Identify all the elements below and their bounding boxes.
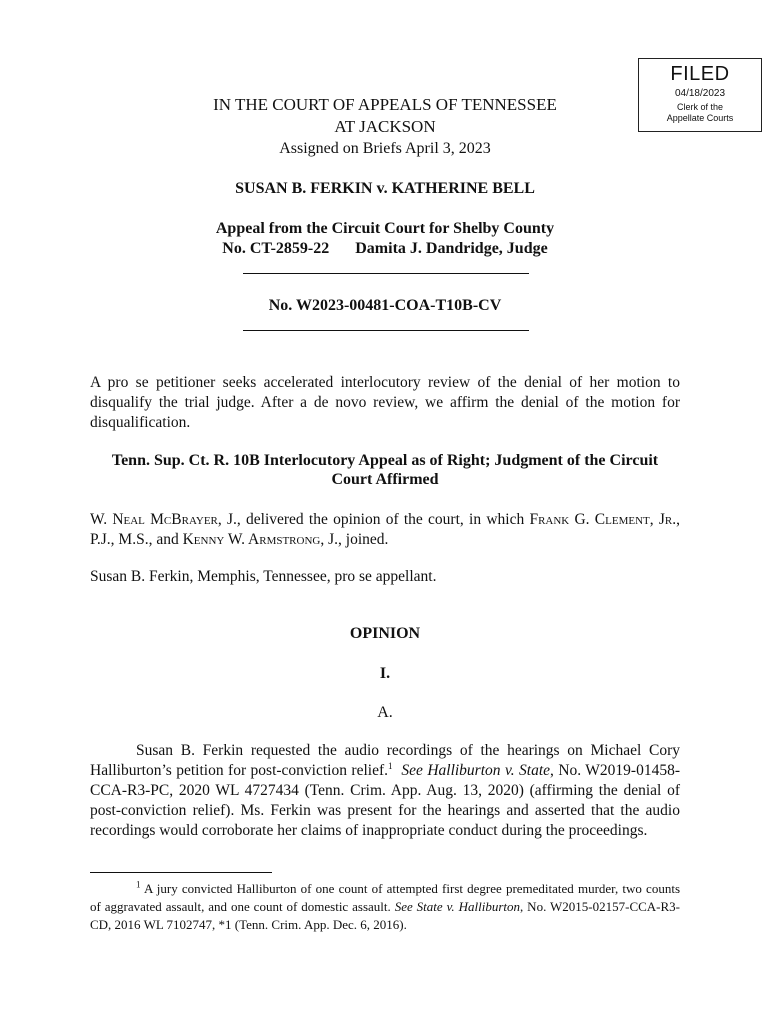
footnote-number: 1 [136,879,141,890]
footnote-text-b: , No. W2015-02157-CCA-R3-CD, 2016 WL 7102747, *1 (Tenn. Crim. App. Dec. 6, 2016). [90,899,681,932]
section-heading: I. [379,665,391,682]
stamp-courts-line: Appellate Courts [666,113,734,123]
appeal-from: Appeal from the Circuit Court for Shelby County [215,220,555,237]
case-title: SUSAN B. FERKIN v. KATHERINE BELL [235,180,535,197]
footnote-divider [90,872,272,873]
panel-text-4: , J., joined. [320,531,389,548]
p1-citation: See Halliburton v. State [401,762,550,779]
panel-text-3: , P.J., M.S., and [90,511,680,548]
footnote-text-a: A jury convicted Halliburton of one count of attempted first degree premeditated murder, two counts of aggravated assault, and one count of domestic assault. [90,881,680,914]
opinion-heading: OPINION [349,625,421,642]
disposition-line-2: Court Affirmed [331,471,439,488]
court-name: IN THE COURT OF APPEALS OF TENNESSEE [213,95,557,114]
panel-statement [90,510,680,550]
docket-number: No. W2023-00481-COA-T10B-CV [268,297,502,314]
stamp-clerk-line: Clerk of the [676,102,724,112]
panel-judge-3: Kenny W. Armstrong [182,531,321,548]
panel-text-1: , J., delivered the opinion of the court, in which [217,511,530,528]
subsection-heading: A. [377,704,393,721]
footnote-citation: See State v. Halliburton [394,899,520,914]
trial-judge: Damita J. Dandridge, Judge [355,240,548,257]
divider-top [243,273,529,274]
disposition-line-1: Tenn. Sup. Ct. R. 10B Interlocutory Appeal as of Right; Judgment of the Circuit [111,452,659,469]
assigned-date: Assigned on Briefs April 3, 2023 [279,140,491,157]
stamp-date: 04/18/2023 [674,88,726,99]
p1-text-b: , No. W2019-01458-CCA-R3-PC, 2020 WL 4727434 (Tenn. Crim. App. Aug. 13, 2020) (affirming the denial of post-conviction relief). Ms. Ferkin was present for the hearings and asserted that the audio recordings would corroborate her claims of inappropriate conduct during the proceedings. [90,762,680,839]
panel-text-2: , [649,511,654,528]
panel-judge-2-suffix: Jr. [658,511,677,528]
case-number-line [0,240,770,258]
case-summary: A pro se petitioner seeks accelerated interlocutory review of the denial of her motion to disqualify the trial judge. After a de novo review, we affirm the denial of the motion for disqualification. [90,374,680,431]
opinion-paragraph-1 [90,741,680,841]
p1-text-a: Susan B. Ferkin requested the audio recordings of the hearings on Michael Cory Halliburton’s petition for post-conviction relief. [90,742,680,779]
divider-bottom [243,330,529,331]
panel-judge-2: Frank G. Clement [529,511,650,528]
trial-case-number: No. CT-2859-22 [222,240,330,257]
footnote-1 [90,880,680,934]
appellant-counsel: Susan B. Ferkin, Memphis, Tennessee, pro se appellant. [90,568,437,585]
author-judge: W. Neal McBrayer [90,511,218,528]
stamp-title: FILED [670,63,730,85]
footnote-ref[interactable]: 1 [387,760,393,771]
court-location: AT JACKSON [334,117,436,136]
